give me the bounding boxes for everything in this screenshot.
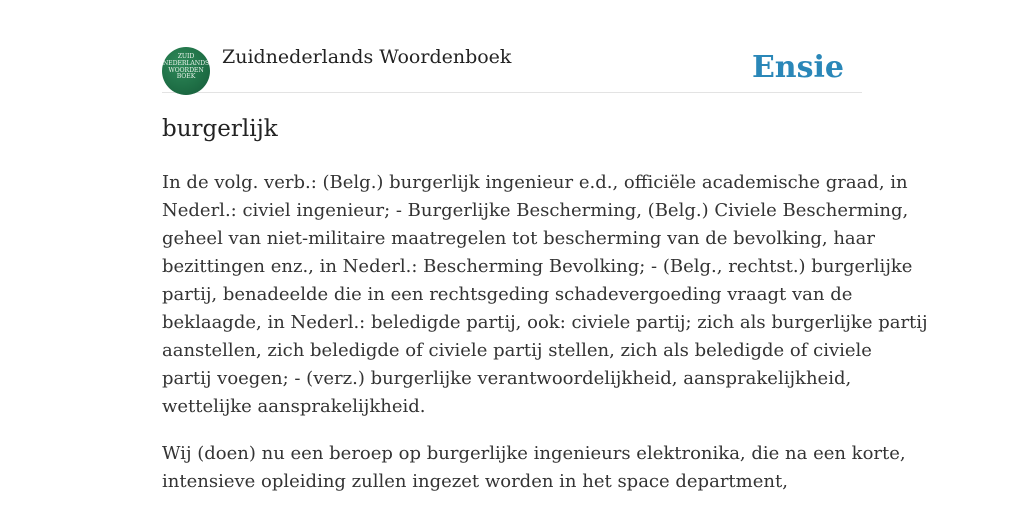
example-line: Wij (doen) nu een beroep op burgerlijke ingenieurs elektronika, die na een korte, xyxy=(162,443,906,464)
definition-line: Nederl.: civiel ingenieur; - Burgerlijke Bescherming, (Belg.) Civiele Bescherming, xyxy=(162,200,909,221)
logo-line: BOEK xyxy=(176,73,196,81)
entry-definition xyxy=(162,169,928,421)
example-line: intensieve opleiding zullen ingezet worden in het space department, xyxy=(162,471,788,492)
site-title-link[interactable]: Zuidnederlands Woordenboek xyxy=(222,46,512,68)
site-header xyxy=(162,0,862,93)
definition-line: wettelijke aansprakelijkheid. xyxy=(162,396,426,417)
logo-line: ZUID xyxy=(177,53,195,60)
logo-line: NEDERLANDS xyxy=(162,59,210,67)
definition-line: partij voegen; - (verz.) burgerlijke verantwoordelijkheid, aansprakelijkheid, xyxy=(162,368,852,389)
definition-line: partij, benadeelde die in een rechtsgeding schadevergoeding vraagt van de xyxy=(162,284,853,305)
logo-text xyxy=(162,54,210,81)
entry-title: burgerlijk xyxy=(162,116,278,142)
definition-line: bezittingen enz., in Nederl.: Bescherming Bevolking; - (Belg., rechtst.) burgerlijke xyxy=(162,256,913,277)
dictionary-logo[interactable] xyxy=(162,47,210,95)
page-container xyxy=(162,0,928,492)
definition-line: In de volg. verb.: (Belg.) burgerlijk ingenieur e.d., officiële academische graad, in xyxy=(162,172,908,193)
definition-line: aanstellen, zich beledigde of civiele partij stellen, zich als beledigde of civiele xyxy=(162,340,872,361)
definition-line: geheel van niet-militaire maatregelen tot bescherming van de bevolking, haar xyxy=(162,228,876,249)
ensie-brand-link[interactable]: Ensie xyxy=(751,50,844,85)
entry-example xyxy=(162,440,906,496)
logo-line: WOORDEN xyxy=(168,66,204,74)
definition-line: beklaagde, in Nederl.: beledigde partij, ook: civiele partij; zich als burgerlijke partij xyxy=(162,312,928,333)
